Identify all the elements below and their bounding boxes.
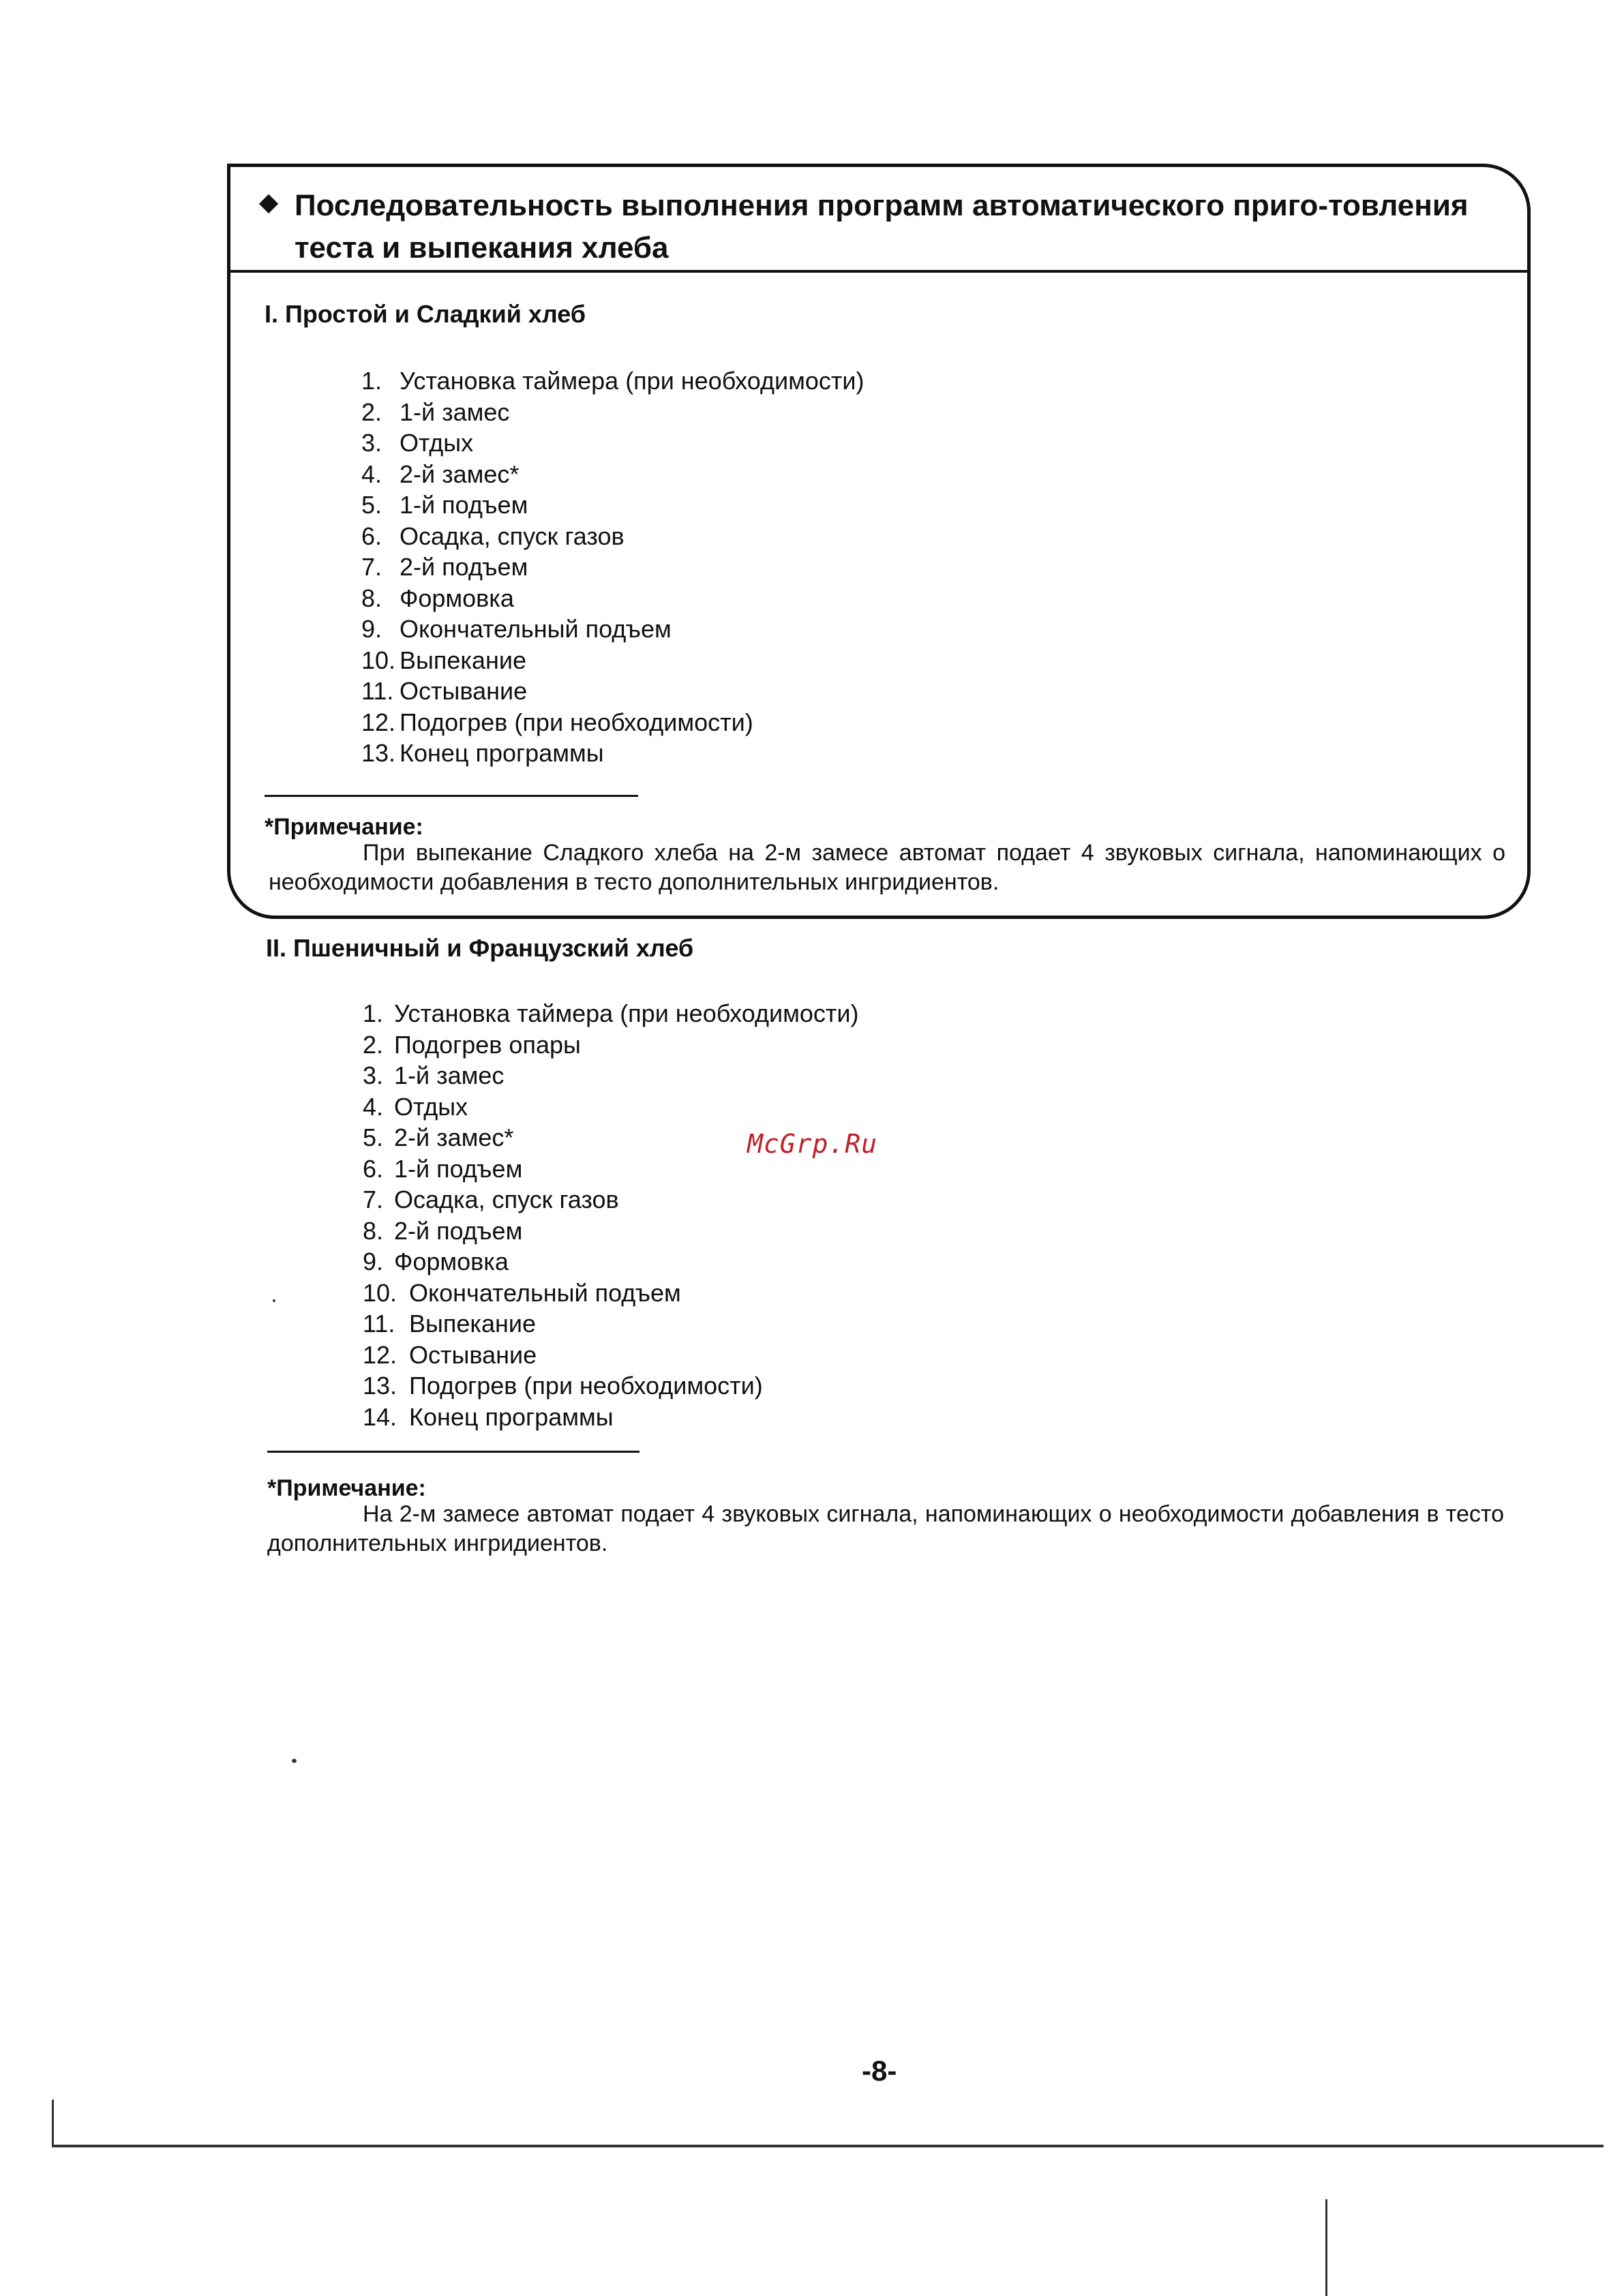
section2-title: II. Пшеничный и Французский хлеб [266, 934, 694, 962]
list-item-text: Подогрев опары [394, 1030, 581, 1059]
list-item [361, 459, 864, 490]
list-item-number: 1. [361, 367, 382, 395]
list-item-text: Конец программы [400, 739, 604, 767]
list-item [361, 489, 864, 521]
list-item-text: 2-й подъем [394, 1216, 523, 1245]
list-item [363, 1278, 858, 1309]
list-item-number: 10. [361, 646, 396, 674]
section1-divider [265, 795, 638, 797]
list-item-number: 9. [363, 1248, 384, 1275]
list-item-text: Формовка [394, 1248, 509, 1275]
list-item [363, 1308, 858, 1340]
list-item-text: 2-й замес* [400, 459, 520, 488]
list-item-number: 13. [361, 739, 396, 767]
list-item-number: 3. [361, 429, 382, 457]
list-item [363, 1340, 858, 1371]
section1-note-label: *Примечание: [265, 814, 423, 840]
list-item-number: 6. [361, 522, 382, 550]
list-item-number: 2. [363, 1030, 384, 1059]
section2-step-list [363, 998, 858, 1432]
list-item-number: 5. [361, 491, 382, 519]
list-item-number: 6. [363, 1154, 384, 1183]
list-item [361, 614, 864, 645]
list-item-number: 13. [363, 1372, 397, 1400]
list-item [361, 738, 864, 769]
list-item-text: Формовка [400, 584, 514, 612]
list-item-number: 2. [361, 397, 382, 426]
list-item [361, 676, 864, 707]
list-item [361, 707, 864, 738]
list-item-text: 1-й замес [394, 1061, 505, 1089]
list-item-number: 1. [363, 999, 384, 1027]
list-item-text: Установка таймера (при необходимости) [400, 367, 864, 395]
list-item-text: 1-й подъем [394, 1154, 523, 1183]
list-item [363, 1370, 858, 1402]
list-item [363, 1246, 858, 1278]
scan-edge-mark [1325, 2199, 1327, 2296]
list-item [363, 1091, 858, 1123]
list-item-number: 7. [361, 553, 382, 581]
list-item [363, 998, 858, 1029]
list-item-text: Установка таймера (при необходимости) [394, 999, 859, 1027]
scan-speck [273, 1299, 275, 1302]
list-item-text: Окончательный подъем [409, 1278, 681, 1307]
list-item-number: 11. [363, 1310, 395, 1338]
scan-bottom-line [52, 2145, 1604, 2147]
list-item-number: 8. [363, 1216, 384, 1245]
list-item [363, 1215, 858, 1247]
list-item-number: 12. [361, 708, 396, 736]
list-item [361, 645, 864, 676]
list-item-number: 10. [363, 1278, 397, 1307]
list-item-text: Подогрев (при необходимости) [409, 1372, 763, 1400]
list-item [361, 552, 864, 583]
list-item-text: 1-й подъем [400, 491, 528, 519]
list-item-number: 9. [361, 615, 382, 643]
list-item-text: 2-й подъем [400, 553, 528, 581]
list-item-text: Подогрев (при необходимости) [400, 708, 753, 736]
section1-step-list [361, 365, 864, 769]
list-item [363, 1402, 858, 1433]
list-item-number: 12. [363, 1340, 397, 1369]
frame-header [230, 167, 1527, 273]
list-item [363, 1184, 858, 1215]
list-item [361, 365, 864, 397]
list-item-text: Выпекание [400, 646, 526, 674]
list-item [361, 427, 864, 459]
list-item-number: 8. [361, 584, 382, 612]
list-item-number: 11. [361, 677, 394, 705]
section1-note-text: При выпекание Сладкого хлеба на 2-м замесе автомат подает 4 звуковых сигнала, напоминающих о необходимости добавления в тесто дополнительных ингридиентов. [269, 840, 1505, 895]
list-item-text: Выпекание [409, 1310, 536, 1338]
scan-speck [292, 1759, 297, 1763]
list-item-text: Отдых [400, 429, 474, 457]
list-item-text: Остывание [409, 1340, 537, 1369]
section2-note-label: *Примечание: [267, 1475, 426, 1501]
diamond-bullet-icon [259, 194, 278, 213]
list-item-number: 4. [363, 1092, 384, 1121]
section2-note-text: На 2-м замесе автомат подает 4 звуковых сигнала, напоминающих о необходимости добавления в тесто дополнительных ингридиентов. [267, 1501, 1504, 1556]
list-item-number: 3. [363, 1061, 384, 1089]
scan-margin-mark [52, 2100, 54, 2147]
page-number: -8- [862, 2055, 897, 2087]
list-item-text: Остывание [400, 677, 528, 705]
list-item-text: Отдых [394, 1092, 468, 1121]
list-item-number: 7. [363, 1185, 384, 1213]
list-item-text: Осадка, спуск газов [400, 522, 625, 550]
list-item-text: Осадка, спуск газов [394, 1185, 619, 1213]
watermark: McGrp.Ru [747, 1129, 878, 1159]
list-item [363, 1060, 858, 1091]
list-item [361, 397, 864, 428]
page-title: Последовательность выполнения программ автоматического приго-товления теста и выпекания хлеба [295, 189, 1469, 265]
section2-divider [267, 1451, 640, 1453]
list-item [361, 583, 864, 614]
list-item-text: 1-й замес [400, 397, 510, 426]
list-item-number: 4. [361, 459, 382, 488]
list-item [361, 521, 864, 552]
list-item-text: 2-й замес* [394, 1123, 514, 1151]
list-item [363, 1029, 858, 1061]
list-item-text: Конец программы [409, 1402, 614, 1431]
list-item-text: Окончательный подъем [400, 615, 672, 643]
section1-title: I. Простой и Сладкий хлеб [265, 300, 586, 328]
list-item-number: 14. [363, 1402, 397, 1431]
list-item-number: 5. [363, 1123, 384, 1151]
